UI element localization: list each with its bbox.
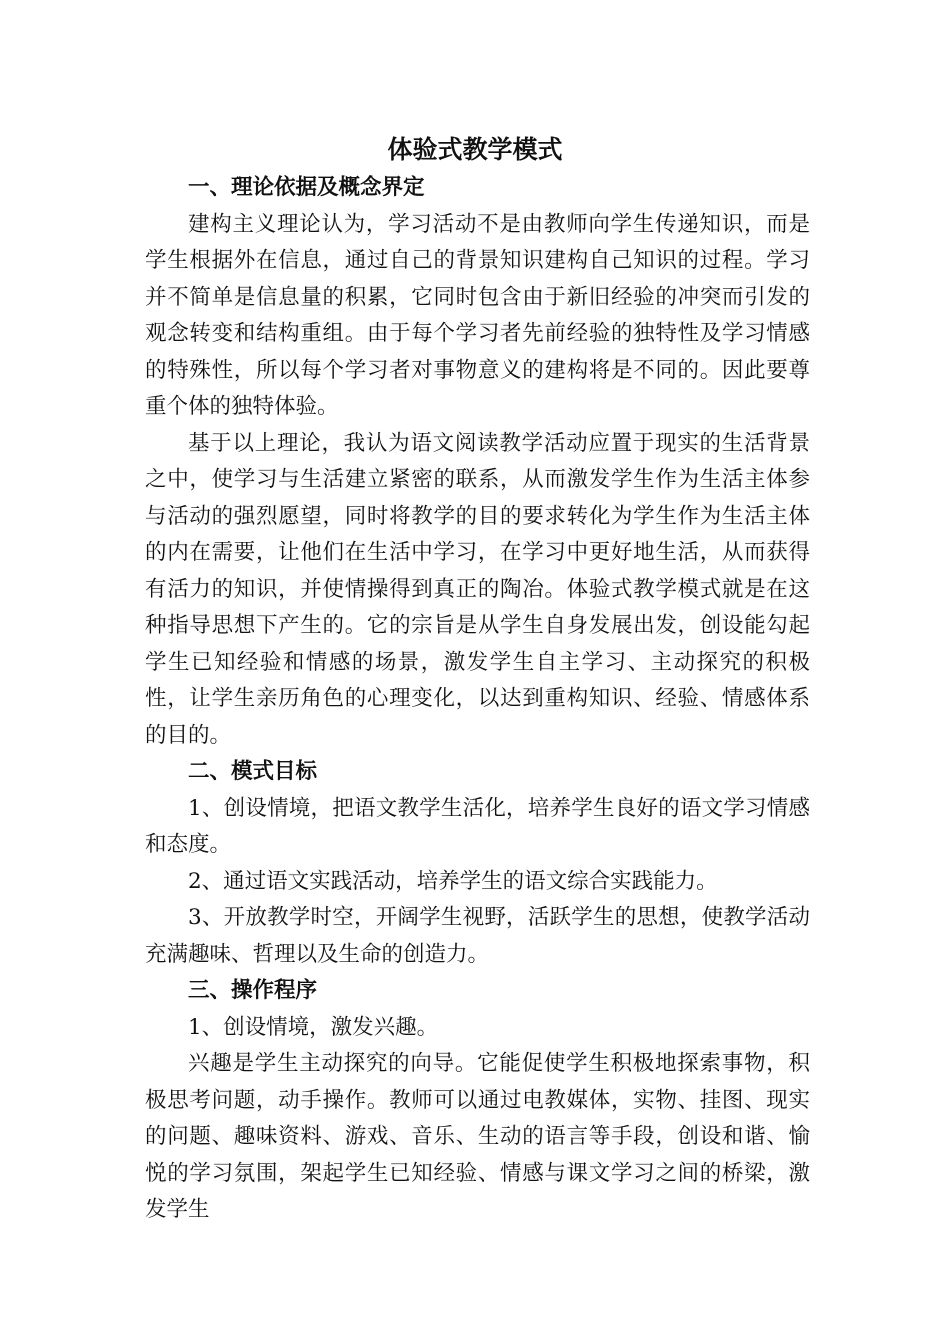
paragraph-interest: 兴趣是学生主动探究的向导。它能促使学生积极地探索事物，积极思考问题，动手操作。教师可以通过电教媒体，实物、挂图、现实的问题、趣味资料、游戏、音乐、生动的语言等手段，创设和谐、愉悦的学习氛围，架起学生已知经验、情感与课文学习之间的桥梁，激发学生 bbox=[145, 1051, 810, 1222]
section-heading-theory: 一、理论依据及概念界定 bbox=[188, 175, 425, 200]
goal-item-2: 2、通过语文实践活动，培养学生的语文综合实践能力。 bbox=[188, 868, 718, 894]
goal-item-1: 1、创设情境，把语文教学生活化，培养学生良好的语文学习情感和态度。 bbox=[145, 795, 810, 857]
procedure-step-1: 1、创设情境，激发兴趣。 bbox=[188, 1014, 439, 1040]
section-heading-goals: 二、模式目标 bbox=[188, 759, 318, 784]
paragraph-experiential-model: 基于以上理论，我认为语文阅读教学活动应置于现实的生活背景之中，使学习与生活建立紧密的联系，从而激发学生作为生活主体参与活动的强烈愿望，同时将教学的目的要求转化为学生作为生活主体的内在需要，让他们在生活中学习，在学习中更好地生活，从而获得有活力的知识，并使情操得到真正的陶冶。体验式教学模式就是在这种指导思想下产生的。它的宗旨是从学生自身发展出发，创设能勾起学生已知经验和情感的场景，激发学生自主学习、主动探究的积极性，让学生亲历角色的心理变化，以达到重构知识、经验、情感体系的目的。 bbox=[145, 430, 810, 748]
document-title: 体验式教学模式 bbox=[387, 135, 563, 164]
goal-item-3: 3、开放教学时空，开阔学生视野，活跃学生的思想，使教学活动充满趣味、哲理以及生命的创造力。 bbox=[145, 905, 810, 967]
section-heading-procedure: 三、操作程序 bbox=[188, 978, 318, 1003]
document-body bbox=[145, 170, 810, 1229]
paragraph-constructivism: 建构主义理论认为，学习活动不是由教师向学生传递知识，而是学生根据外在信息，通过自己的背景知识建构自己知识的过程。学习并不简单是信息量的积累，它同时包含由于新旧经验的冲突而引发的观念转变和结构重组。由于每个学习者先前经验的独特性及学习情感的特殊性，所以每个学习者对事物意义的建构将是不同的。因此要尊重个体的独特体验。 bbox=[145, 211, 810, 419]
